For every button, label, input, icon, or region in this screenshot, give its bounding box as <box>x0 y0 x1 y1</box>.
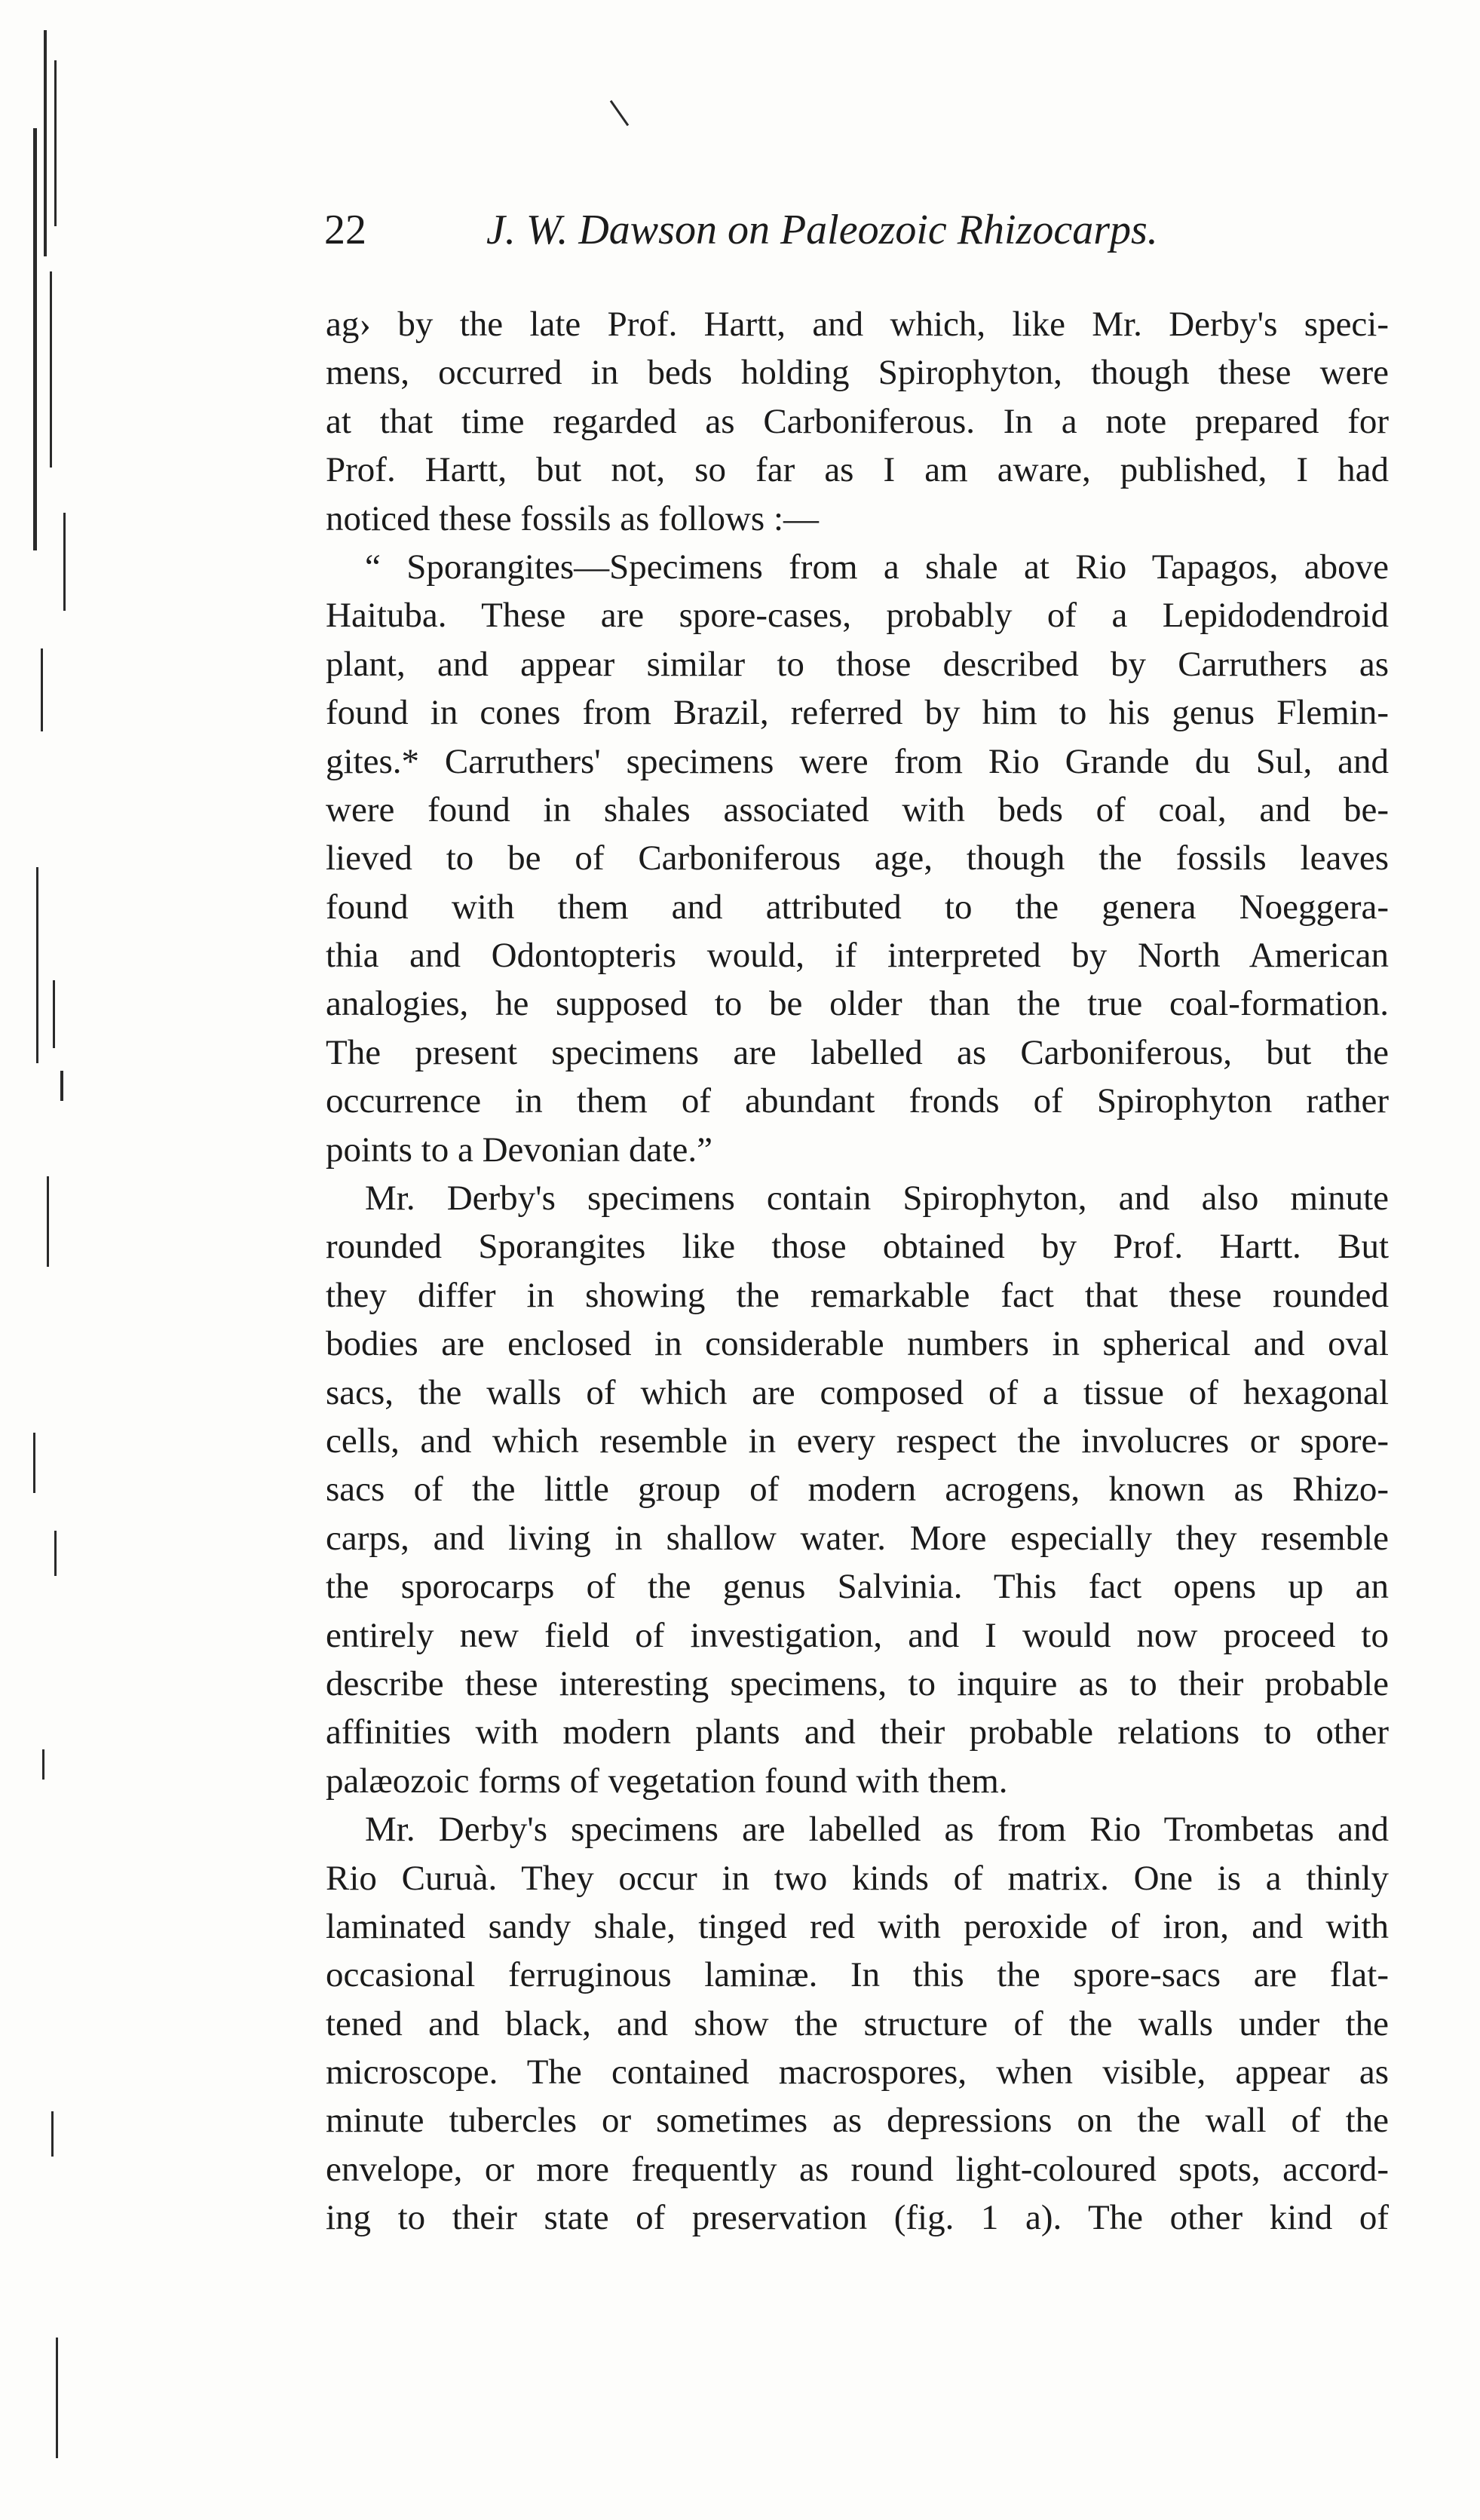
text-line: Prof. Hartt, but not, so far as I am aware, published, I had <box>326 450 1389 490</box>
text-line: the sporocarps of the genus Salvinia. This fact opens up an <box>326 1567 1389 1607</box>
text-line: Haituba. These are spore-cases, probably of a Lepidodendroid <box>326 596 1389 636</box>
text-line: carps, and living in shallow water. More especially they resemble <box>326 1518 1389 1558</box>
text-line: Rio Curuà. They occur in two kinds of matrix. One is a thinly <box>326 1858 1389 1898</box>
text-line: rounded Sporangites like those obtained by Prof. Hartt. But <box>326 1227 1389 1267</box>
scan-mark <box>42 1749 44 1780</box>
text-line: sacs, the walls of which are composed of a tissue of hexagonal <box>326 1372 1389 1412</box>
text-line: minute tubercles or sometimes as depressions on the wall of the <box>326 2101 1389 2141</box>
text-line: occasional ferruginous laminæ. In this the spore-sacs are flat- <box>326 1955 1389 1995</box>
text-line: tened and black, and show the structure of the walls under the <box>326 2003 1389 2043</box>
body-text <box>326 300 1389 2243</box>
text-line: ag› by the late Prof. Hartt, and which, like Mr. Derby's speci- <box>326 305 1389 344</box>
scan-mark <box>63 513 66 611</box>
text-line: cells, and which resemble in every respect the involucres or spore- <box>326 1421 1389 1461</box>
scan-mark <box>47 1176 49 1267</box>
text-line: describe these interesting specimens, to inquire as to their probable <box>326 1663 1389 1703</box>
scan-mark <box>54 1531 57 1576</box>
scan-mark <box>53 980 55 1048</box>
scan-mark <box>36 867 38 1063</box>
text-line: ing to their state of preservation (fig. 1 a). The other kind of <box>326 2198 1389 2238</box>
text-line: analogies, he supposed to be older than the true coal-formation. <box>326 984 1389 1024</box>
margin-scan-marks <box>0 0 121 2520</box>
text-line: gites.* Carruthers' specimens were from Rio Grande du Sul, and <box>326 741 1389 781</box>
text-line: occurrence in them of abundant fronds of Spirophyton rather <box>326 1081 1389 1121</box>
scan-mark <box>56 2338 58 2458</box>
text-line: sacs of the little group of modern acrogens, known as Rhizo- <box>326 1470 1389 1510</box>
text-line: Mr. Derby's specimens contain Spirophyton, and also minute <box>365 1179 1389 1219</box>
scan-mark <box>54 60 57 226</box>
text-line: The present specimens are labelled as Carboniferous, but the <box>326 1032 1389 1072</box>
text-line: points to a Devonian date.” <box>326 1130 712 1170</box>
text-line: at that time regarded as Carboniferous. In a note prepared for <box>326 401 1389 441</box>
text-line: laminated sandy shale, tinged red with peroxide of iron, and with <box>326 1906 1389 1946</box>
text-line: found in cones from Brazil, referred by him to his genus Flemin- <box>326 693 1389 733</box>
text-line: envelope, or more frequently as round light-coloured spots, accord- <box>326 2149 1389 2189</box>
text-line: mens, occurred in beds holding Spirophyton, though these were <box>326 353 1389 393</box>
text-line: affinities with modern plants and their probable relations to other <box>326 1712 1389 1752</box>
scan-mark <box>44 30 47 256</box>
text-line: they differ in showing the remarkable fact that these rounded <box>326 1275 1389 1315</box>
page-header <box>324 204 1236 264</box>
text-line: entirely new field of investigation, and I would now proceed to <box>326 1615 1389 1655</box>
running-title: J. W. Dawson on Paleozoic Rhizocarps. <box>486 207 1158 253</box>
scan-mark <box>50 271 52 468</box>
text-line: found with them and attributed to the genera Noeggera- <box>326 887 1389 927</box>
text-line: lieved to be of Carboniferous age, though the fossils leaves <box>326 838 1389 878</box>
text-line: bodies are enclosed in considerable numbers in spherical and oval <box>326 1324 1389 1364</box>
scan-mark <box>33 1433 35 1493</box>
text-line: thia and Odontopteris would, if interpreted by North American <box>326 936 1389 976</box>
text-line: microscope. The contained macrospores, when visible, appear as <box>326 2052 1389 2092</box>
page-number: 22 <box>324 207 366 253</box>
scan-mark <box>33 128 37 550</box>
text-line: “ Sporangites—Specimens from a shale at Rio Tapagos, above <box>365 547 1389 587</box>
scan-mark <box>41 648 43 731</box>
text-line: were found in shales associated with beds of coal, and be- <box>326 789 1389 829</box>
scan-mark <box>610 100 629 126</box>
text-line: palæozoic forms of vegetation found with them. <box>326 1761 1008 1801</box>
text-line: noticed these fossils as follows :— <box>326 498 820 538</box>
text-line: plant, and appear similar to those described by Carruthers as <box>326 644 1389 684</box>
scan-mark <box>51 2111 54 2157</box>
text-line: Mr. Derby's specimens are labelled as from Rio Trombetas and <box>365 1810 1389 1850</box>
scan-mark <box>60 1071 63 1101</box>
